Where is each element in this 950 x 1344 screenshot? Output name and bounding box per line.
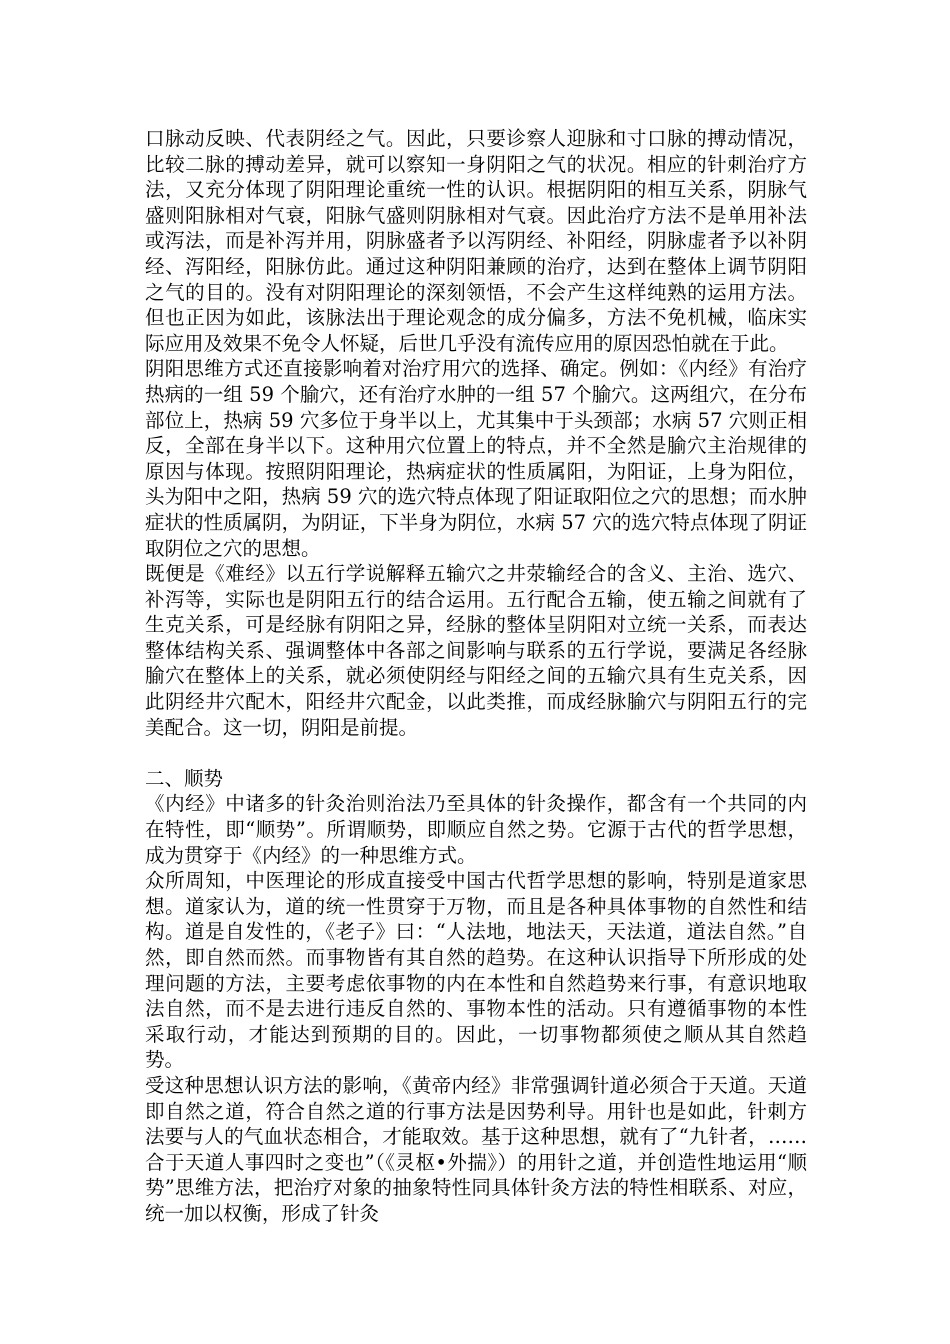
- paragraph-acupoint-selection: 阴阳思维方式还直接影响着对治疗用穴的选择、确定。例如：《内经》有治疗热病的一组 59 个腧穴，还有治疗水肿的一组 57 个腧穴。这两组穴，在分布部位上，热病 59 穴多位于身半以上，尤其集中于头颈部；水病 57 穴则正相反，全部在身半以下。这种用穴位置上的特点，并不全然是腧穴主治规律的原因与体现。按照阴阳理论，热病症状的性质属阳，为阳证，上身为阳位，头为阳中之阳，热病 59 穴的选穴特点体现了阳证取阳位之穴的思想；而水肿症状的性质属阴，为阴证，下半身为阴位，水病 57 穴的选穴特点体现了阴证取阴位之穴的思想。: [145, 357, 807, 560]
- document-body: [145, 126, 807, 1227]
- section-heading: 二、顺势: [145, 766, 224, 790]
- paragraph-daoist-thought: 众所周知，中医理论的形成直接受中国古代哲学思想的影响，特别是道家思想。道家认为，道的统一性贯穿于万物，而且是各种具体事物的自然性和结构。道是自发性的，《老子》曰：“人法地，地法天，天法道，道法自然。”自然，即自然而然。而事物皆有其自然的趋势。在这种认识指导下所形成的处理问题的方法，主要考虑依事物的内在本性和自然趋势来行事，有意识地取法自然，而不是去进行违反自然的、事物本性的活动。只有遵循事物的本性采取行动，才能达到预期的目的。因此，一切事物都须使之顺从其自然趋势。: [145, 869, 807, 1072]
- paragraph-yinyang-pulse: 口脉动反映、代表阴经之气。因此，只要诊察人迎脉和寸口脉的搏动情况，比较二脉的搏动差异，就可以察知一身阴阳之气的状况。相应的针刺治疗方法，又充分体现了阴阳理论重统一性的认识。根据阴阳的相互关系，阴脉气盛则阳脉相对气衰，阳脉气盛则阴脉相对气衰。因此治疗方法不是单用补法或泻法，而是补泻并用，阴脉盛者予以泻阴经、补阳经，阴脉虚者予以补阴经、泻阳经，阳脉仿此。通过这种阴阳兼顾的治疗，达到在整体上调节阴阳之气的目的。没有对阴阳理论的深刻领悟，不会产生这样纯熟的运用方法。但也正因为如此，该脉法出于理论观念的成分偏多，方法不免机械，临床实际应用及效果不免令人怀疑，后世几乎没有流传应用的原因恐怕就在于此。: [145, 127, 807, 355]
- blank-line: [145, 740, 807, 766]
- paragraph-five-shu-points: 既便是《难经》以五行学说解释五输穴之井荥输经合的含义、主治、选穴、补泻等，实际也是阴阳五行的结合运用。五行配合五输，使五输之间就有了生克关系，可是经脉有阴阳之异，经脉的整体呈阴阳对立统一关系，而表达整体结构关系、强调整体中各部之间影响与联系的五行学说，要满足各经脉腧穴在整体上的关系，就必须使阴经与阳经之间的五输穴具有生克关系，因此阴经井穴配木，阳经井穴配金，以此类推，而成经脉腧穴与阴阳五行的完美配合。这一切，阴阳是前提。: [145, 562, 807, 739]
- paragraph-shunshi-definition: 《内经》中诸多的针灸治则治法乃至具体的针灸操作，都含有一个共同的内在特性，即“顺势”。所谓顺势，即顺应自然之势。它源于古代的哲学思想，成为贯穿于《内经》的一种思维方式。: [145, 792, 807, 867]
- paragraph-needle-way: 受这种思想认识方法的影响，《黄帝内经》非常强调针道必须合于天道。天道即自然之道，符合自然之道的行事方法是因势利导。用针也是如此，针刺方法要与人的气血状态相合，才能取效。基于这种思想，就有了“九针者，……合于天道人事四时之变也”（《灵枢•外揣》）的用针之道，并创造性地运用“顺势”思维方法，把治疗对象的抽象特性同具体针灸方法的特性相联系、对应，统一加以权衡，形成了针灸: [145, 1073, 807, 1225]
